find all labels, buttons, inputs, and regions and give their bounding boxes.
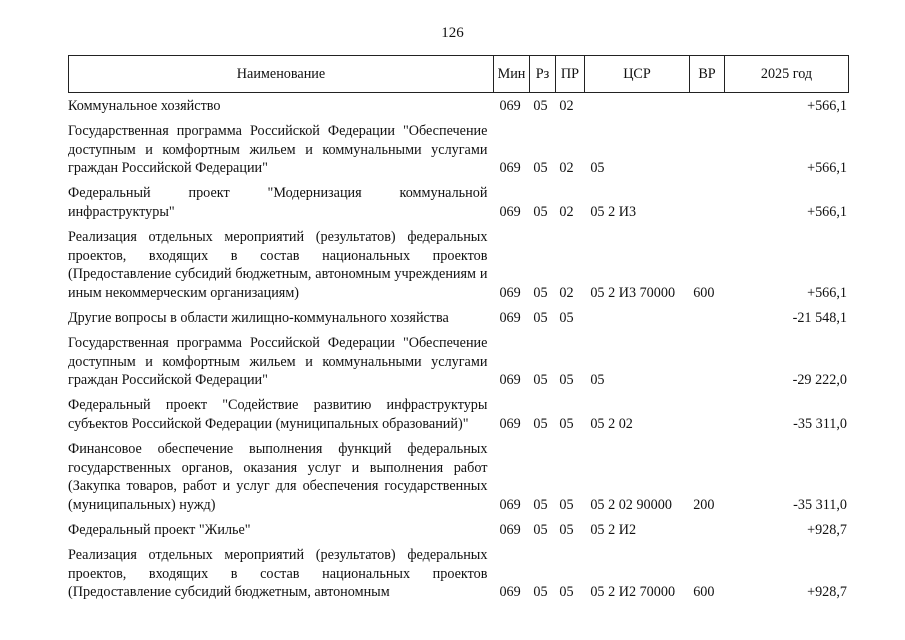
row-vr: 600 (693, 584, 715, 601)
table-row (68, 440, 849, 515)
header-vr: ВР (689, 56, 724, 92)
table-row (68, 521, 849, 540)
row-rz: 05 (533, 203, 548, 220)
row-name: Реализация отдельных мероприятий (результатов) федеральных проектов, входящих в состав национальных проектов (Предоставление субсидий бюджетным, автономным учреждениям и иным некоммерческим организациям) (68, 228, 488, 302)
header-year: 2025 год (724, 56, 849, 92)
row-vr: 600 (693, 285, 715, 302)
header-name: Наименование (68, 56, 493, 92)
row-pr: 02 (559, 98, 574, 114)
row-rz: 05 (533, 98, 548, 114)
row-csr: 05 2 02 (590, 415, 633, 432)
row-pr: 05 (559, 497, 574, 514)
table-row (68, 97, 849, 116)
row-pr: 05 (559, 309, 574, 326)
row-min: 069 (499, 160, 521, 177)
row-amount: +566,1 (807, 160, 847, 177)
row-min: 069 (499, 98, 521, 114)
row-amount: +566,1 (807, 285, 847, 302)
row-name: Государственная программа Российской Федерации "Обеспечение доступным и комфортным жильем и коммунальными услугами граждан Российской Федерации" (68, 122, 488, 177)
row-amount: -35 311,0 (793, 497, 847, 514)
row-amount: -21 548,1 (792, 309, 847, 326)
page-number: 126 (441, 25, 464, 41)
row-min: 069 (499, 372, 521, 389)
row-amount: -29 222,0 (792, 372, 847, 389)
header-csr: ЦСР (584, 56, 689, 92)
row-min: 069 (499, 415, 521, 432)
row-min: 069 (499, 521, 521, 538)
row-rz: 05 (533, 160, 548, 177)
row-vr: 200 (693, 497, 715, 514)
row-rz: 05 (533, 372, 548, 389)
table-row (68, 184, 849, 222)
row-rz: 05 (533, 521, 548, 538)
row-pr: 05 (559, 415, 574, 432)
row-name: Коммунальное хозяйство (68, 98, 221, 114)
header-min: Мин (493, 56, 529, 92)
row-csr: 05 2 И2 (590, 521, 637, 538)
row-amount: +566,1 (807, 203, 847, 220)
table-row (68, 396, 849, 434)
row-pr: 02 (559, 285, 574, 302)
row-csr: 05 2 02 90000 (590, 497, 672, 514)
row-name: Государственная программа Российской Федерации "Обеспечение доступным и комфортным жильем и коммунальными услугами граждан Российской Федерации" (68, 334, 488, 389)
row-rz: 05 (533, 309, 548, 326)
row-name: Финансовое обеспечение выполнения функций федеральных государственных органов, оказания услуг и выполнения работ (Закупка товаров, работ и услуг для обеспечения государственных (муниципальных) нужд) (68, 440, 488, 514)
row-rz: 05 (533, 584, 548, 601)
row-amount: +566,1 (807, 98, 847, 114)
row-min: 069 (499, 203, 521, 220)
table-row (68, 546, 849, 602)
row-csr: 05 (590, 160, 605, 177)
row-name: Федеральный проект "Модернизация коммунальной инфраструктуры" (68, 185, 488, 220)
row-name: Другие вопросы в области жилищно-коммунального хозяйства (68, 309, 449, 326)
table-row (68, 122, 849, 178)
row-csr: 05 2 И2 70000 (590, 584, 676, 601)
row-min: 069 (499, 584, 521, 601)
row-pr: 02 (559, 160, 574, 177)
row-pr: 05 (559, 584, 574, 601)
row-name: Реализация отдельных мероприятий (результатов) федеральных проектов, входящих в состав национальных проектов (Предоставление субсидий бюджетным, автономным (68, 546, 488, 601)
header-pr: ПР (555, 56, 584, 92)
table-header (68, 55, 849, 93)
row-csr: 05 (590, 372, 605, 389)
row-min: 069 (499, 285, 521, 302)
row-amount: +928,7 (807, 584, 847, 601)
row-min: 069 (499, 497, 521, 514)
table-row (68, 334, 849, 390)
row-name: Федеральный проект "Жилье" (68, 521, 251, 538)
table-row (68, 228, 849, 303)
row-min: 069 (499, 309, 521, 326)
header-rz: Рз (529, 56, 555, 92)
row-csr: 05 2 И3 (590, 203, 637, 220)
row-rz: 05 (533, 285, 548, 302)
row-pr: 02 (559, 203, 574, 220)
row-pr: 05 (559, 521, 574, 538)
row-csr: 05 2 И3 70000 (590, 285, 676, 302)
row-pr: 05 (559, 372, 574, 389)
row-rz: 05 (533, 415, 548, 432)
table-row (68, 309, 849, 328)
row-amount: -35 311,0 (793, 415, 847, 432)
row-amount: +928,7 (807, 521, 847, 538)
row-rz: 05 (533, 497, 548, 514)
row-name: Федеральный проект "Содействие развитию инфраструктуры субъектов Российской Федерации (муниципальных образований)" (68, 397, 488, 432)
table-body (68, 97, 849, 608)
